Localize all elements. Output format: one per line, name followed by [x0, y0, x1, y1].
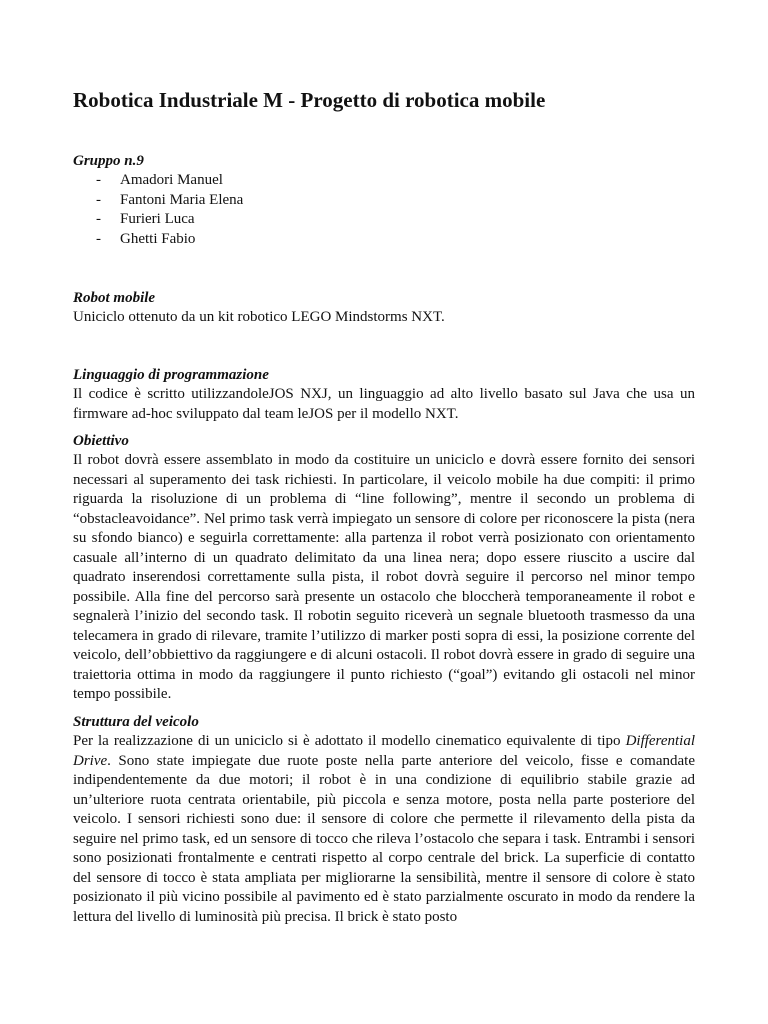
text-run: . Sono state impiegate due ruote poste nella parte anteriore del veicolo, fisse e comandate indipendentemente da due motori; il robot è in una condizione di equilibrio stabile grazie ad un’ulteriore ruota centrata orientabile, più piccola e senza motore, posta nella parte posteriore del veicolo. I sensori richiesti sono due: il sensore di colore che permette il rilevamento della pista da seguire nel primo task, ed un sensore di tocco che rileva l’ostacolo che separa i task. Entrambi i sensori sono posizionati frontalmente e centrati rispetto al corpo centrale del brick. La superficie di contatto del sensore di tocco è stata ampliata per migliorarne la sensibilità, mentre il sensore di colore è stato posizionato il più vicino possibile al pavimento ed è stato parzialmente oscurato in modo da rendere la lettura del livello di luminosità più precisa. Il brick è stato posto: [73, 752, 695, 925]
member-item: [96, 171, 243, 191]
member-name: Fantoni Maria Elena: [120, 191, 244, 208]
member-name: Furieri Luca: [120, 211, 195, 227]
list-bullet: -: [96, 191, 101, 208]
section-text-obiettivo: Il robot dovrà essere assemblato in modo da costituire un uniciclo e dovrà essere fornito dei sensori necessari al superamento dei task richiesti. In particolare, il veicolo mobile ha due compiti: il primo riguarda la risoluzione di un problema di “line following”, mentre il secondo un problema di “obstacleavoidance”. Nel primo task verrà impiegato un sensore di colore per riconoscere la pista (nera su sfondo bianco) e seguirla correttamente: alla partenza il robot verrà posizionato con orientamento casuale all’interno di un quadrato delimitato da una linea nera; dopo essere riuscito a uscire dal quadrato inserendosi correttamente sulla pista, il robot dovrà seguire il percorso nel minor tempo possibile. Alla fine del percorso sarà presente un ostacolo che bloccherà temporaneamente il robot e segnalerà l’inizio del secondo task. Il robotin seguito riceverà un segnale bluetooth trasmesso da una telecamera in grado di rilevare, tramite l’utilizzo di marker posti sopra di essi, la posizione corrente del veicolo, dell’obbiettivo da raggiungere e di alcuni ostacoli. Il robot dovrà essere in grado di seguire una traiettoria ottima in modo da raggiungere il punto richiesto (“goal”) evitando gli ostacoli nel minor tempo possibile.: [73, 452, 695, 702]
member-item: [96, 230, 243, 250]
section-heading-robot-mobile: Robot mobile: [73, 290, 156, 306]
group-heading: Gruppo n.9: [73, 153, 144, 169]
list-bullet: -: [96, 211, 101, 227]
member-item: [96, 210, 243, 230]
text-run: Per la realizzazione di un uniciclo si è adottato il modello cinematico equivalente di tipo: [73, 733, 626, 749]
member-list: [96, 171, 243, 249]
list-bullet: -: [96, 230, 101, 247]
member-item: [96, 191, 243, 211]
section-heading-linguaggio: Linguaggio di programmazione: [73, 367, 269, 383]
section-text-struttura: [73, 732, 695, 927]
section-heading-struttura: Struttura del veicolo: [73, 714, 199, 730]
list-bullet: -: [96, 172, 101, 188]
document-title: Robotica Industriale M - Progetto di robotica mobile: [73, 88, 546, 112]
member-name: Ghetti Fabio: [120, 230, 196, 247]
section-text-robot-mobile: Uniciclo ottenuto da un kit robotico LEGO Mindstorms NXT.: [73, 309, 445, 325]
emphasized-term: Differential Drive: [73, 733, 695, 769]
member-name: Amadori Manuel: [120, 172, 223, 188]
section-text-linguaggio: Il codice è scritto utilizzandoleJOS NXJ, un linguaggio ad alto livello basato sul Java che usa un firmware ad-hoc sviluppato dal team leJOS per il modello NXT.: [73, 386, 695, 422]
section-heading-obiettivo: Obiettivo: [73, 433, 129, 449]
